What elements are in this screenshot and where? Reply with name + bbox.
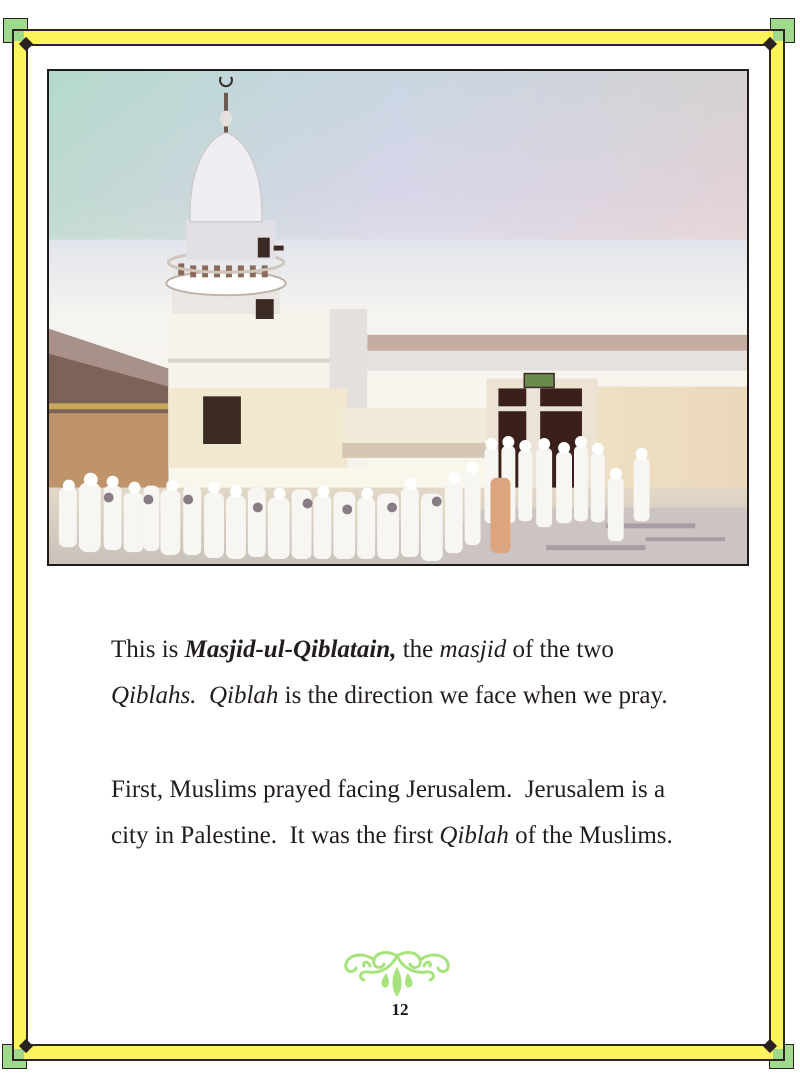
emphasis-masjid-name: Masjid-ul-Qiblatain, — [184, 636, 397, 663]
flourish-ornament-icon — [338, 948, 456, 1000]
text-run: city in Palestine. It was the first — [111, 822, 440, 849]
text-line — [111, 673, 731, 719]
corner-fill-top-right — [773, 31, 783, 41]
text-run: the — [396, 636, 440, 663]
text-line — [111, 813, 731, 859]
text-run — [196, 682, 209, 709]
emphasis-term: Qiblah — [208, 682, 279, 709]
page-number: 12 — [391, 1000, 409, 1019]
text-run: First, Muslims prayed facing Jerusalem. Jerusalem is a — [111, 776, 666, 803]
watercolor-painting — [49, 71, 747, 564]
paragraph-qiblatain-intro — [111, 627, 731, 719]
corner-fill-bottom-right — [773, 1049, 783, 1059]
emphasis-term: Qiblahs. — [111, 682, 197, 709]
text-run: This is — [111, 636, 185, 663]
text-run: of the Muslims. — [508, 822, 673, 849]
text-run: of the two — [506, 636, 614, 663]
text-line — [111, 767, 731, 813]
paragraph-first-qiblah — [111, 767, 731, 859]
emphasis-term: Qiblah — [439, 822, 509, 849]
text-run: is the direction we face when we pray. — [278, 682, 668, 709]
emphasis-term: masjid — [439, 636, 507, 663]
mosque-illustration — [47, 69, 749, 566]
text-line — [111, 627, 731, 673]
